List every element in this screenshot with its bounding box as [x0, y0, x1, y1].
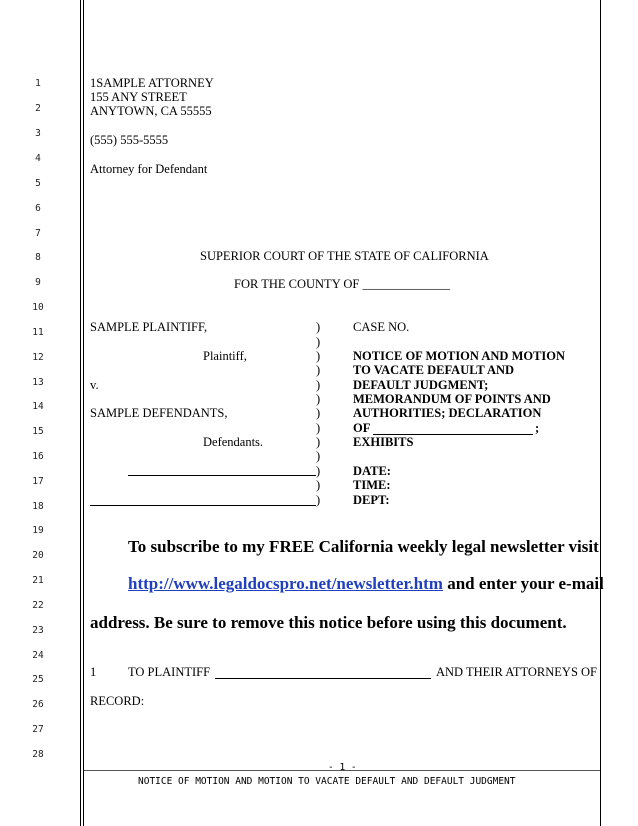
case-number-label: CASE NO.	[353, 320, 410, 334]
line-number: 16	[32, 451, 44, 462]
defendant-name: SAMPLE DEFENDANTS,	[90, 406, 228, 420]
plaintiff-name: SAMPLE PLAINTIFF,	[90, 320, 208, 334]
line-number: 17	[32, 476, 44, 487]
line-number: 24	[32, 650, 44, 661]
paren: )	[316, 363, 321, 377]
paren: )	[316, 493, 321, 507]
line-number: 12	[32, 352, 44, 363]
line-number: 19	[32, 525, 44, 536]
line-number: 22	[32, 600, 44, 611]
attorney-phone: (555) 555-5555	[90, 133, 169, 147]
paren: )	[316, 449, 321, 463]
notice-line-3: address. Be sure to remove this notice before using this document.	[90, 613, 567, 632]
line-number: 28	[32, 749, 44, 760]
court-county	[234, 277, 450, 291]
court-county-label: FOR THE COUNTY OF	[234, 277, 360, 291]
hearing-dept-label: DEPT:	[353, 493, 390, 507]
versus: v.	[90, 378, 99, 392]
exhibits-label: EXHIBITS	[353, 435, 414, 449]
notice-line-1: To subscribe to my FREE California weekly legal newsletter visit	[128, 537, 599, 556]
line-number: 5	[35, 178, 41, 189]
document-title-line: TO VACATE DEFAULT AND	[353, 363, 515, 377]
line-number: 25	[32, 674, 44, 685]
declaration-of-suffix: ;	[535, 421, 540, 435]
page-number: - 1 -	[328, 762, 357, 773]
document-title-line: NOTICE OF MOTION AND MOTION	[353, 349, 566, 363]
paren: )	[316, 478, 321, 492]
line-number: 27	[32, 724, 44, 735]
line-number: 18	[32, 501, 44, 512]
court-name: SUPERIOR COURT OF THE STATE OF CALIFORNIA	[200, 249, 489, 263]
document-title-line: AUTHORITIES; DECLARATION	[353, 406, 542, 420]
line-number: 1	[35, 78, 41, 89]
line-number: 20	[32, 550, 44, 561]
line-number: 10	[32, 302, 44, 313]
notice-line-2	[128, 574, 604, 594]
right-margin-rule	[600, 0, 601, 826]
to-plaintiff-label: TO PLAINTIFF	[128, 665, 211, 679]
caption-underline	[90, 505, 316, 506]
paren: )	[316, 320, 321, 334]
caption-underline	[128, 475, 316, 476]
line-number: 8	[35, 252, 41, 263]
paren: )	[316, 464, 321, 478]
attorney-name: 1SAMPLE ATTORNEY	[90, 76, 214, 90]
attorney-city: ANYTOWN, CA 55555	[90, 104, 212, 118]
paren: )	[316, 406, 321, 420]
newsletter-link[interactable]: http://www.legaldocspro.net/newsletter.htm	[128, 574, 443, 593]
notice-line-2-rest: and enter your e-mail	[442, 574, 604, 593]
line-number: 15	[32, 426, 44, 437]
line-number: 26	[32, 699, 44, 710]
document-title-line: MEMORANDUM OF POINTS AND	[353, 392, 551, 406]
line-number: 23	[32, 625, 44, 636]
record-label: RECORD:	[90, 694, 145, 708]
left-margin-rule-1	[80, 0, 81, 826]
paren: )	[316, 421, 321, 435]
paren: )	[316, 349, 321, 363]
attorney-role: Attorney for Defendant	[90, 162, 208, 176]
line-number: 6	[35, 203, 41, 214]
court-county-blank: ______________	[362, 277, 450, 291]
defendant-role: Defendants.	[203, 435, 264, 449]
line-number: 7	[35, 228, 41, 239]
paren: )	[316, 392, 321, 406]
left-margin-rule-2	[83, 0, 84, 826]
declaration-of-label: OF	[353, 421, 371, 435]
attorney-street: 155 ANY STREET	[90, 90, 187, 104]
hearing-date-label: DATE:	[353, 464, 391, 478]
line-number: 3	[35, 128, 41, 139]
line-number: 14	[32, 401, 44, 412]
paragraph-number: 1	[90, 665, 97, 679]
line-number: 11	[32, 327, 44, 338]
plaintiff-name-blank	[215, 678, 431, 679]
line-number: 4	[35, 153, 41, 164]
plaintiff-role: Plaintiff,	[203, 349, 247, 363]
hearing-time-label: TIME:	[353, 478, 391, 492]
paren: )	[316, 335, 321, 349]
line-number: 9	[35, 277, 41, 288]
attorneys-label: AND THEIR ATTORNEYS OF	[436, 665, 598, 679]
line-number: 2	[35, 103, 41, 114]
document-title-line: DEFAULT JUDGMENT;	[353, 378, 489, 392]
footer-title: NOTICE OF MOTION AND MOTION TO VACATE DEFAULT AND DEFAULT JUDGMENT	[138, 776, 516, 787]
paren: )	[316, 435, 321, 449]
line-number: 21	[32, 575, 44, 586]
line-number: 13	[32, 377, 44, 388]
paren: )	[316, 378, 321, 392]
